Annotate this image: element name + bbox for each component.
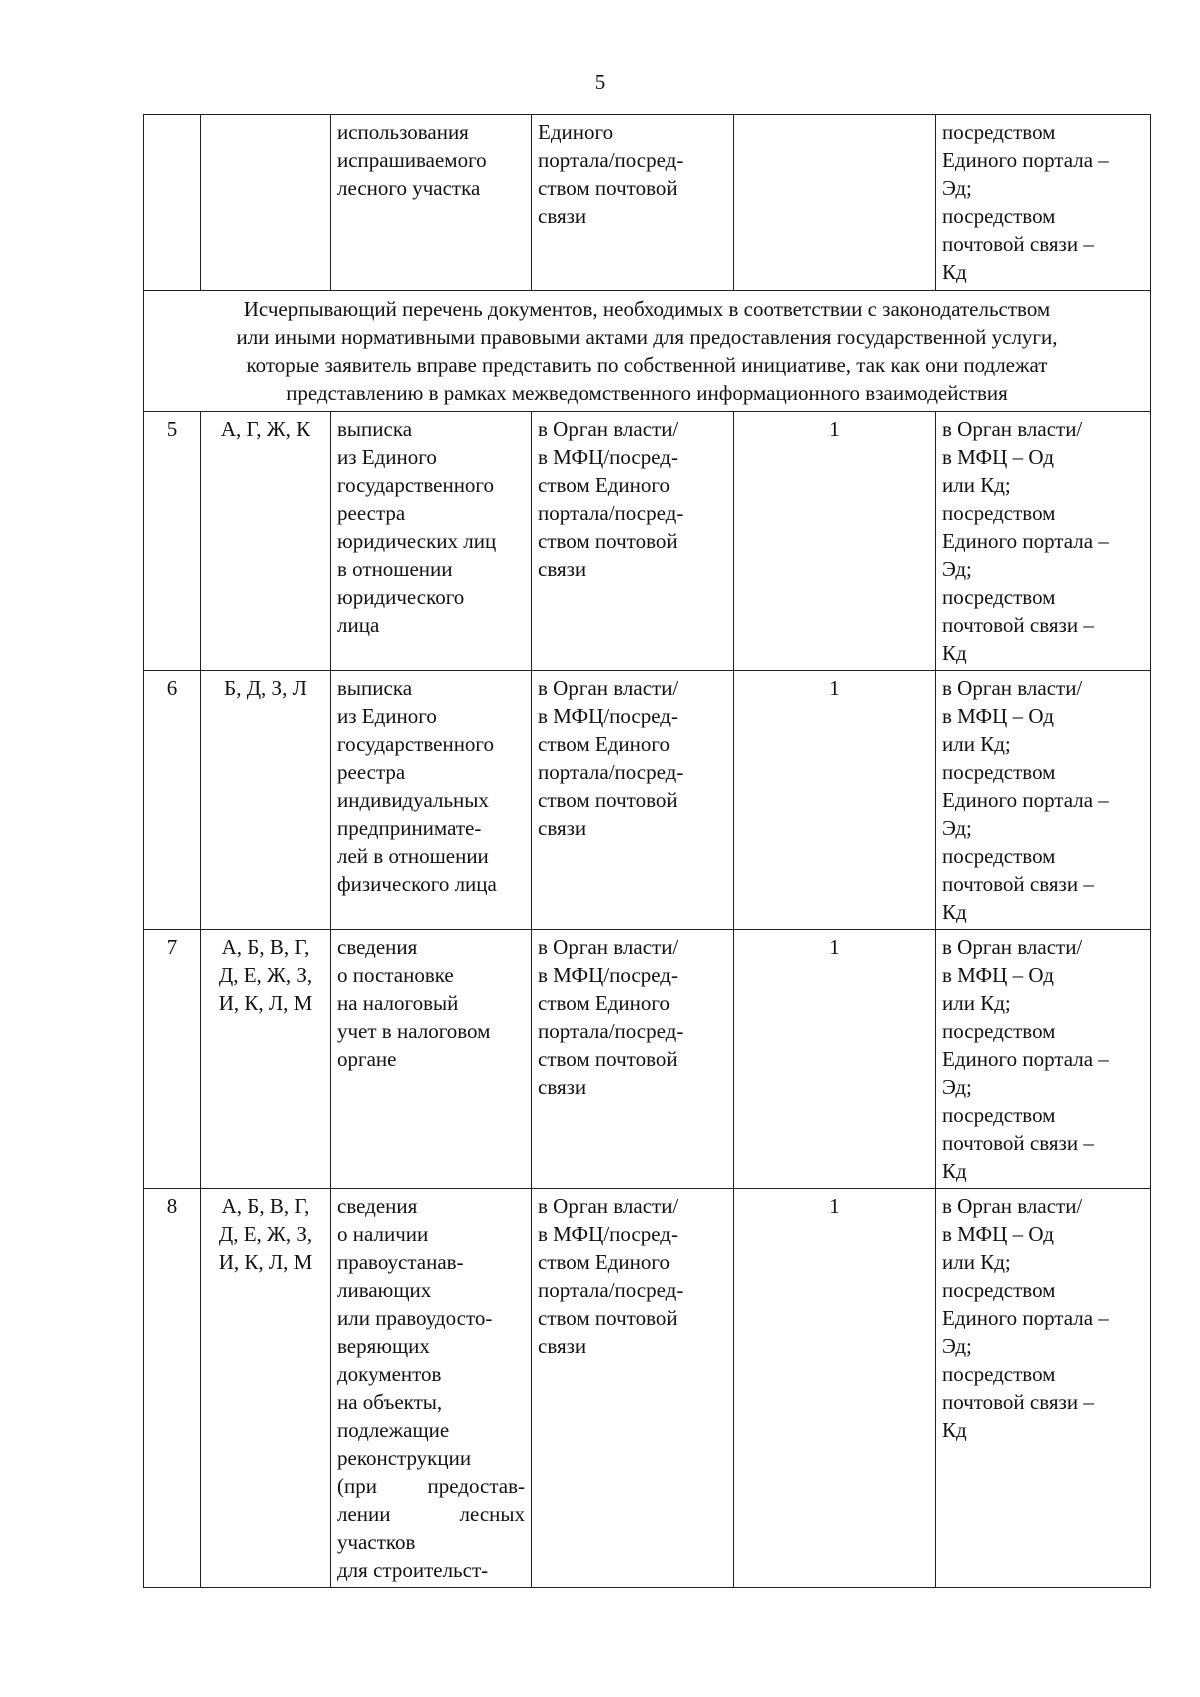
section-heading-row <box>144 291 1151 412</box>
documents-table <box>143 114 1151 1588</box>
cell-submission-place: в Орган власти/ в МФЦ/посред- ством Единого портала/посред- ством почтовой связи <box>532 412 734 671</box>
cell-form: в Орган власти/ в МФЦ – Од или Кд; посредством Единого портала – Эд; посредством почтовой связи – Кд <box>936 671 1151 930</box>
cell-document: выписка из Единого государственного реестра индивидуальных предпринимате- лей в отношении физического лица <box>331 671 532 930</box>
document-text-b: участков для строительст- <box>337 1530 489 1582</box>
table-row <box>144 671 1151 930</box>
cell-number <box>144 115 201 291</box>
document-word: предостав- <box>427 1474 525 1498</box>
cell-number: 6 <box>144 671 201 930</box>
cell-submission-place: в Орган власти/ в МФЦ/посред- ством Единого портала/посред- ством почтовой связи <box>532 930 734 1189</box>
cell-number: 5 <box>144 412 201 671</box>
cell-count: 1 <box>734 671 936 930</box>
cell-count: 1 <box>734 930 936 1189</box>
table-row <box>144 930 1151 1189</box>
page-number: 5 <box>594 70 606 94</box>
cell-document: сведения о постановке на налоговый учет в налоговом органе <box>331 930 532 1189</box>
cell-number: 7 <box>144 930 201 1189</box>
cell-document: выписка из Единого государственного реестра юридических лиц в отношении юридического лица <box>331 412 532 671</box>
document-justified-line-1 <box>337 1472 525 1500</box>
cell-submission-place: в Орган власти/ в МФЦ/посред- ством Единого портала/посред- ством почтовой связи <box>532 671 734 930</box>
document-word: (при <box>337 1474 377 1498</box>
table-row <box>144 115 1151 291</box>
section-heading: Исчерпывающий перечень документов, необходимых в соответствии с законодательством или иными нормативными правовыми актами для предоставления государственной услуги, которые заявитель вправе представить по собственной инициативе, так как они подлежат представлению в рамках межведомственного информационного взаимодействия <box>144 291 1151 412</box>
cell-applicant-codes: А, Б, В, Г, Д, Е, Ж, З, И, К, Л, М <box>201 1189 331 1588</box>
cell-form: в Орган власти/ в МФЦ – Од или Кд; посредством Единого портала – Эд; посредством почтовой связи – Кд <box>936 1189 1151 1588</box>
cell-form: посредством Единого портала – Эд; посредством почтовой связи – Кд <box>936 115 1151 291</box>
table-row <box>144 412 1151 671</box>
cell-form: в Орган власти/ в МФЦ – Од или Кд; посредством Единого портала – Эд; посредством почтовой связи – Кд <box>936 412 1151 671</box>
cell-document: использования испрашиваемого лесного участка <box>331 115 532 291</box>
table-row <box>144 1189 1151 1588</box>
cell-count: 1 <box>734 412 936 671</box>
cell-applicant-codes: А, Б, В, Г, Д, Е, Ж, З, И, К, Л, М <box>201 930 331 1189</box>
cell-form: в Орган власти/ в МФЦ – Од или Кд; посредством Единого портала – Эд; посредством почтовой связи – Кд <box>936 930 1151 1189</box>
cell-submission-place: в Орган власти/ в МФЦ/посред- ством Единого портала/посред- ством почтовой связи <box>532 1189 734 1588</box>
cell-number: 8 <box>144 1189 201 1588</box>
document-justified-line-2 <box>337 1500 525 1528</box>
cell-count <box>734 115 936 291</box>
cell-applicant-codes: А, Г, Ж, К <box>201 412 331 671</box>
cell-applicant-codes <box>201 115 331 291</box>
document-text-a: сведения о наличии правоустанав- ливающих или правоудосто- веряющих документов на объекты, подлежащие реконструкции <box>337 1194 493 1470</box>
cell-submission-place: Единого портала/посред- ством почтовой связи <box>532 115 734 291</box>
cell-count: 1 <box>734 1189 936 1588</box>
document-word: лесных <box>459 1502 525 1526</box>
cell-applicant-codes: Б, Д, З, Л <box>201 671 331 930</box>
document-word: лении <box>337 1502 391 1526</box>
cell-document <box>331 1189 532 1588</box>
